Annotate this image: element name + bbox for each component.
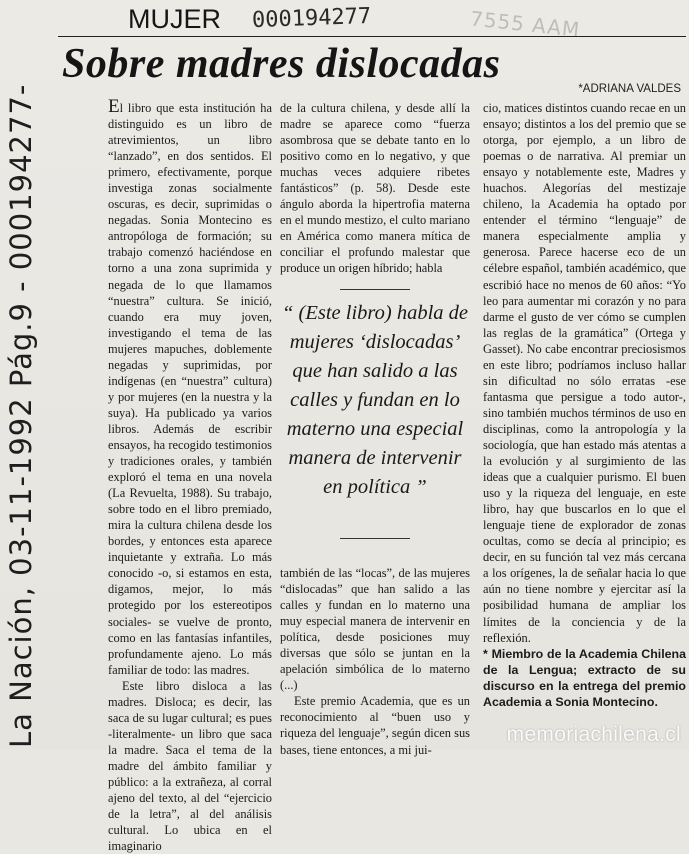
author-bio-note (483, 646, 686, 710)
margin-handwritten-source: La Nación, 03-11-1992 Pág.9 - 000194277- (4, 83, 38, 748)
drop-cap-letter: E (108, 96, 120, 117)
pull-quote-bottom-rule (340, 538, 410, 539)
author-bio-text: * Miembro de la Academia Chilena de la Lengua; extracto de su discurso en la entrega del premio Academia a Sonia Montecino. (483, 646, 686, 709)
pull-quote-top-rule (340, 289, 410, 290)
pull-quote-text: “ (Este libro) habla de mujeres ‘dislocadas’ que han salido a las calles y fundan en lo materno una especial manera de intervenir en política ” (282, 302, 469, 498)
article-column-2-top (280, 100, 470, 277)
body-paragraph: también de las “locas”, de las mujeres “dislocadas” que han salido a las calles y fundan en lo materno una muy especial manera de intervenir en política, desde posiciones muy diversas que sólo se juntan en la apelación simbólica de lo materno (...) (280, 566, 470, 693)
body-paragraph: cio, matices distintos cuando recae en un ensayo; distintos a los del premio que se otorga, por ejemplo, a un libro de poemas o de narrativa. Al premiar un ensayo y notablemente este, Madres y huachos. Alegorías del mestizaje chileno, la Academia ha optado por entender el término “lenguaje” de manera especialmente amplia y generosa. Parece hacerse eco de un célebre español, también académico, que escribió hace no menos de 60 años: “Yo leo para aumentar mi corazón y no para darme el gusto de ver cómo se cumplen las reglas de la gramática” (Ortega y Gasset). No cabe encontrar preciosismos en este libro; podríamos incluso hallar sin dificultad no sólo erratas -ese fantasma que persigue a todo autor-, sino también muchos términos de uso en disciplinas, como la antropología y la sociología, que han estado más atentas a la evolución y al surgimiento de las ideas que a cualquier purismo. El buen uso y la riqueza del lenguaje, en este libro, hay que buscarlos en lo que el lenguaje tiene de explorador de zonas ocultas, como se decía al principio; es decir, en su función tal vez más cercana a los orígenes, la de señalar hacia lo que aún no tiene nombre y ejercitar así la posibilidad humana de ampliar los límites de la conciencia y de la reflexión. (483, 101, 686, 645)
author-byline: *ADRIANA VALDES (578, 83, 681, 95)
section-label: MUJER (128, 4, 221, 34)
pull-quote (282, 289, 468, 551)
body-paragraph: de la cultura chilena, y desde allí la madre se aparece como “fuerza asombrosa que se debate tanto en lo positivo como en lo negativo, y que muchas veces adquiere ribetes fantásticos” (p. 58). Desde este ángulo aborda la hipertrofia materna en el mundo mestizo, el culto mariano en América como manera mítica de conciliar el profundo malestar que produce un origen híbrido; habla (280, 101, 470, 276)
article-headline: Sobre madres dislocadas (62, 41, 501, 87)
faint-archive-stamp: 7555 AAM (469, 6, 582, 42)
article-column-3 (483, 100, 686, 710)
header-rule (58, 36, 686, 37)
body-paragraph: Este libro disloca a las madres. Disloca; es decir, las saca de su lugar cultural; es pues -literalmente- un libro que saca la madre. Saca el tema de la madre del ámbito familiar y público: a la extrañeza, al corral ajeno del texto, al del “ejercicio de la letra”, al del análisis cultural. Lo ubica en el imaginario (108, 678, 272, 854)
watermark: memoriachilena.cl (506, 723, 681, 746)
handwritten-archive-id: 000194277 (251, 3, 372, 34)
article-column-2-bottom (280, 565, 470, 758)
body-paragraph: El libro que esta institución ha distinguido es un libro de atrevimientos, un libro “lanzado”, en dos sentidos. El primero, efectivamente, porque investiga zonas socialmente oscuras, es decir, suprimidas o negadas. Sonia Montecino es antropóloga de formación; su trabajo comenzó haciéndose en torno a una zona suprimida y negada de lo que llamamos “nuestra” cultura. Se inició, cuando era muy joven, investigando el tema de las mujeres mapuches, doblemente negadas y suprimidas, por indígenas (en “nuestra” cultura) y por mujeres (en la nuestra y la suya). Ha publicado ya varios libros. Además de escribir ensayos, ha recogido testimonios y tradiciones orales, y también exploró el tema en una novela (La Revuelta, 1988). Su trabajo, sobre todo en el libro premiado, mira la cultura chilena desde los bordes, y entonces esta aparece inquietante y extraña. Lo más conocido -o, si estamos en esta, digamos, mejor, lo más protegido por los estereotipos sociales- se vuelve de pronto, como en las fantasías infantiles, profundamente ajeno. Lo más familiar de todo: las madres. (108, 96, 272, 677)
body-paragraph: Este premio Academia, que es un reconocimiento al “buen uso y riqueza del lenguaje”, según dicen sus bases, tiene entonces, a mi jui- (280, 694, 470, 757)
article-column-1 (108, 96, 272, 854)
